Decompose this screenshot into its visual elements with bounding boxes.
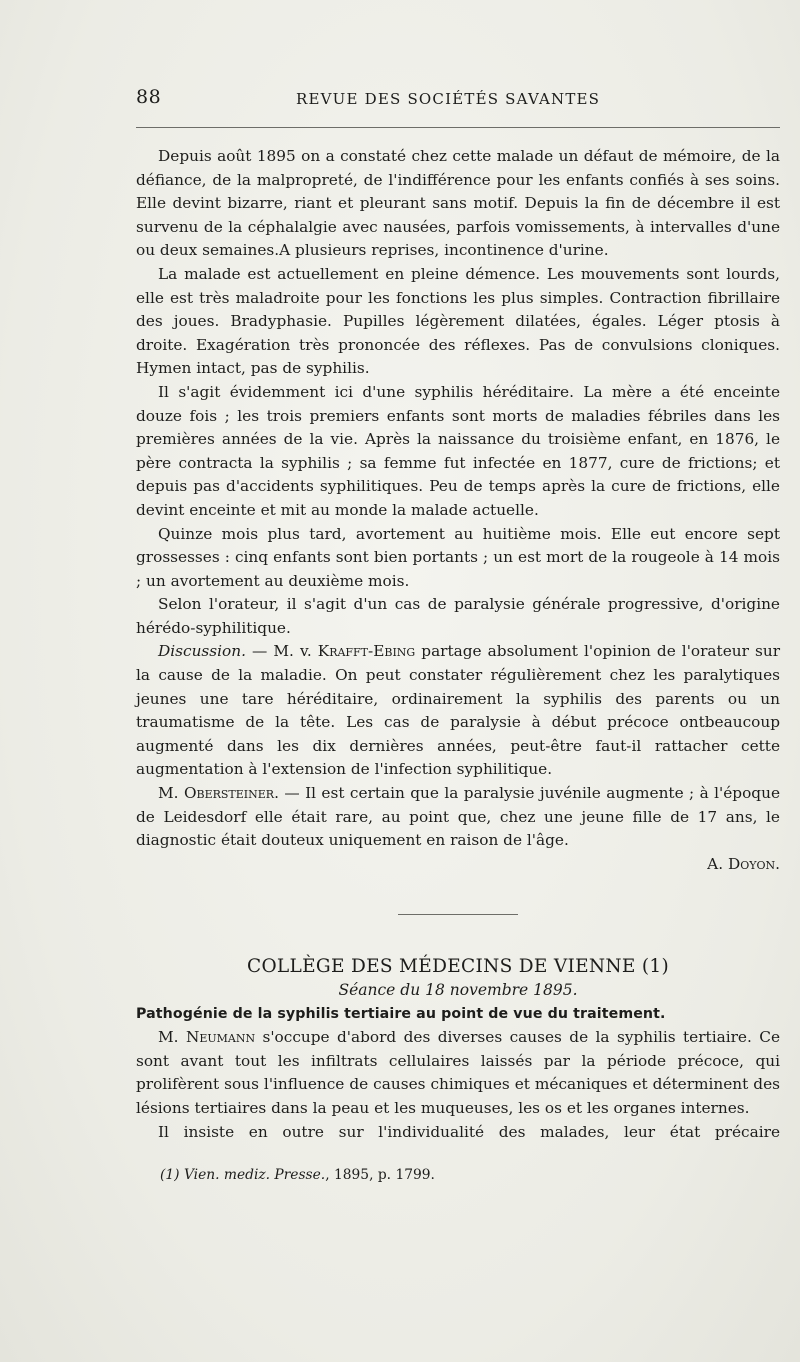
speaker-name: Neumann: [185, 1028, 256, 1047]
obersteiner-paragraph: [136, 782, 780, 853]
speaker-prefix: M.: [158, 1028, 186, 1047]
paragraph: Selon l'orateur, il s'agit d'un cas de paralysie générale progressive, d'origine hérédo-syphilitique.: [136, 595, 780, 637]
speaker-name: Krafft-Ebing: [317, 642, 416, 661]
footnote-source: Vien. mediz. Presse.: [183, 1167, 326, 1184]
author-signature: [136, 853, 780, 877]
neumann-paragraph: [136, 1026, 780, 1120]
paragraph: Quinze mois plus tard, avortement au huitième mois. Elle eut encore sept grossesses : cinq enfants sont bien portants ; un est mort de la rougeole à 14 mois ; un avortement au deuxième mois.: [136, 524, 780, 590]
section-subheading: Pathogénie de la syphilis tertiaire au point de vue du traitement.: [136, 1005, 666, 1022]
article-body: [136, 145, 780, 1188]
discussion-paragraph: [136, 640, 780, 782]
session-date: Séance du 18 novembre 1895.: [338, 981, 578, 999]
section-divider: [398, 914, 518, 915]
discussion-label: Discussion.: [158, 642, 246, 661]
neumann-text: s'occupe d'abord des diverses causes de la syphilis tertiaire. Ce sont avant tout les infiltrats cellulaires laissés par la période précoce, qui prolifèrent sous l'influence de causes chimiques et mécaniques et déterminent des lésions tertiaires dans la peau et les muqueuses, les os et les organes internes.: [136, 1028, 780, 1117]
paragraph: Depuis août 1895 on a constaté chez cette malade un défaut de mémoire, de la défiance, de la malpropreté, de l'indifférence pour les enfants confiés à ses soins. Elle devint bizarre, riant et pleurant sans motif. Depuis la fin de décembre il est survenu de la céphalalgie avec nausées, parfois vomissements, à intervalles d'une ou deux semaines.A plusieurs reprises, incontinence d'urine.: [136, 147, 780, 260]
speaker-name: Obersteiner.: [183, 784, 279, 803]
footnote: [136, 1164, 780, 1188]
signature-text: A. Doyon.: [707, 854, 780, 873]
footnote-rest: , 1895, p. 1799.: [325, 1167, 435, 1184]
paragraph: Il s'agit évidemment ici d'une syphilis héréditaire. La mère a été enceinte douze fois ; les trois premiers enfants sont morts de maladies fébriles dans les premières années de la vie. Après la naissance du troisième enfant, en 1876, le père contracta la syphilis ; sa femme fut infectée en 1877, cure de frictions; et depuis pas d'accidents syphilitiques. Peu de temps après la cure de frictions, elle devint enceinte et mit au monde la malade actuelle.: [136, 382, 780, 519]
page-number: 88: [136, 86, 162, 108]
paragraph: Il insiste en outre sur l'individualité des malades, leur état précaire: [158, 1122, 780, 1141]
running-title: REVUE DES SOCIÉTÉS SAVANTES: [296, 90, 601, 108]
obersteiner-text: — Il est certain que la paralysie juvénile augmente ; à l'époque de Leidesdorf elle était rare, au point que, chez une jeune fille de 17 ans, le diagnostic était douteux uniquement en raison de l'âge.: [136, 784, 781, 850]
footnote-marker: (1): [160, 1167, 180, 1184]
section-title: COLLÈGE DES MÉDECINS DE VIENNE (1): [247, 956, 669, 978]
header-rule: [136, 127, 780, 128]
discussion-text: partage absolument l'opinion de l'orateur sur la cause de la maladie. On peut constater régulièrement chez les paralytiques jeunes une tare héréditaire, ordinairement la syphilis des parents ou un traumatisme de la tête. Les cas de paralysie à début précoce ontbeaucoup augmenté dans les dix dernières années, peut-être faut-il rattacher cette augmentation à l'extension de l'infection syphilitique.: [136, 642, 781, 779]
discussion-dash: — M. v.: [245, 642, 318, 661]
speaker-prefix: M.: [158, 784, 184, 803]
paragraph: La malade est actuellement en pleine démence. Les mouvements sont lourds, elle est très maladroite pour les fonctions les plus simples. Contraction fibrillaire des joues. Bradyphasie. Pupilles légèrement dilatées, égales. Léger ptosis à droite. Exagération très prononcée des réflexes. Pas de convulsions cloniques. Hymen intact, pas de syphilis.: [136, 264, 780, 378]
